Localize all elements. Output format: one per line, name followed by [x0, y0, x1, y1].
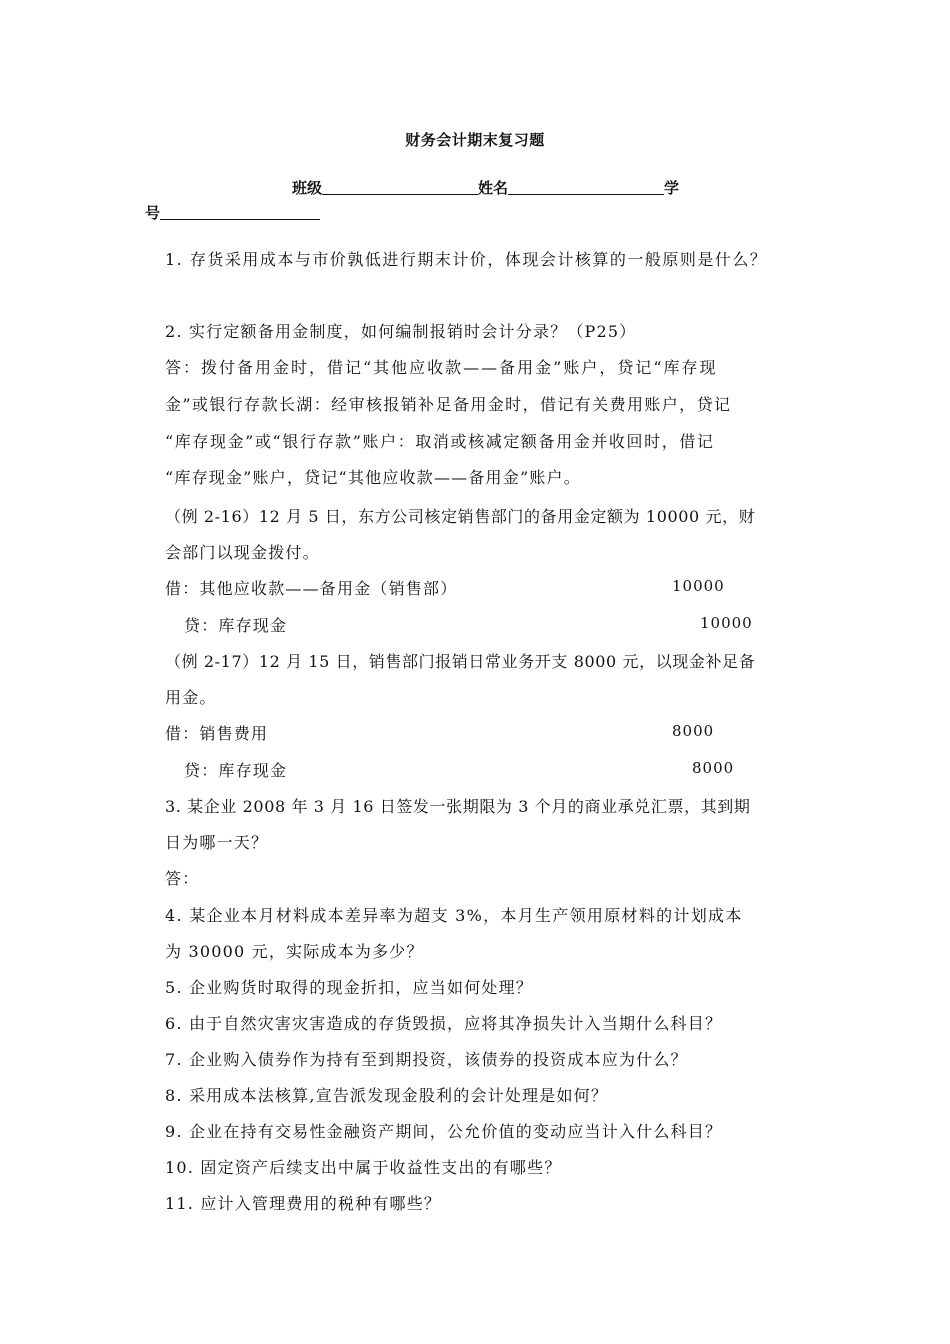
- student-info-row: [292, 177, 679, 198]
- example-2-17-credit-amount: 8000: [692, 759, 735, 777]
- question-3-line-1: 3. 某企业 2008 年 3 月 16 日签发一张期限为 3 个月的商业承兑汇票，其到期: [165, 797, 751, 816]
- student-number-row: [145, 202, 320, 223]
- answer-2-line-2: 金”或银行存款长湖：经审核报销补足备用金时，借记有关费用账户，贷记: [165, 395, 732, 414]
- student-number-label-part1: 学: [664, 179, 680, 197]
- class-blank: [322, 178, 478, 195]
- question-2: 2. 实行定额备用金制度，如何编制报销时会计分录？（P25）: [165, 322, 637, 341]
- example-2-16-credit-amount: 10000: [700, 614, 753, 632]
- question-3-line-2: 日为哪一天？: [165, 833, 269, 852]
- document-title: 财务会计期末复习题: [405, 131, 545, 149]
- answer-3: 答：: [165, 869, 200, 888]
- example-2-17-line-1: （例 2-17）12 月 15 日，销售部门报销日常业务开支 8000 元，以现金补足备: [165, 652, 756, 671]
- example-2-17-line-2: 用金。: [165, 688, 217, 707]
- student-number-blank: [160, 203, 320, 220]
- student-number-label-part2: 号: [145, 204, 161, 222]
- question-11: 11. 应计入管理费用的税种有哪些？: [165, 1194, 442, 1213]
- example-2-16-debit-amount: 10000: [672, 577, 725, 595]
- name-blank: [508, 178, 664, 195]
- question-6: 6. 由于自然灾害灾害造成的存货毁损，应将其净损失计入当期什么科目？: [165, 1014, 723, 1033]
- answer-2-line-1: 答：拨付备用金时，借记“其他应收款——备用金”账户，贷记“库存现: [165, 358, 718, 377]
- question-1: 1. 存货采用成本与市价孰低进行期末计价，体现会计核算的一般原则是什么？: [165, 250, 768, 269]
- question-5: 5. 企业购货时取得的现金折扣，应当如何处理？: [165, 978, 533, 997]
- answer-2-line-3: “库存现金”或“银行存款”账户：取消或核减定额备用金并收回时，借记: [165, 432, 715, 451]
- question-10: 10. 固定资产后续支出中属于收益性支出的有哪些？: [165, 1158, 562, 1177]
- question-7: 7. 企业购入债券作为持有至到期投资，该债券的投资成本应为什么？: [165, 1050, 688, 1069]
- question-4-line-2: 为 30000 元，实际成本为多少？: [165, 942, 424, 961]
- example-2-16-line-2: 会部门以现金拨付。: [165, 543, 320, 562]
- example-2-17-debit-amount: 8000: [672, 722, 715, 740]
- example-2-17-debit: 借：销售费用: [165, 724, 269, 743]
- example-2-16-credit: 贷：库存现金: [184, 616, 288, 635]
- answer-2-line-4: “库存现金”账户，贷记“其他应收款——备用金”账户。: [165, 468, 581, 487]
- example-2-16-debit: 借：其他应收款——备用金（销售部）: [165, 579, 458, 598]
- question-9: 9. 企业在持有交易性金融资产期间，公允价值的变动应当计入什么科目？: [165, 1122, 723, 1141]
- question-8: 8. 采用成本法核算,宣告派发现金股利的会计处理是如何？: [165, 1086, 609, 1105]
- class-label: 班级: [292, 179, 323, 197]
- example-2-17-credit: 贷：库存现金: [184, 761, 288, 780]
- example-2-16-line-1: （例 2-16）12 月 5 日，东方公司核定销售部门的备用金定额为 10000 元，财: [165, 507, 756, 526]
- name-label: 姓名: [478, 179, 509, 197]
- question-4-line-1: 4. 某企业本月材料成本差异率为超支 3%，本月生产领用原材料的计划成本: [165, 906, 743, 925]
